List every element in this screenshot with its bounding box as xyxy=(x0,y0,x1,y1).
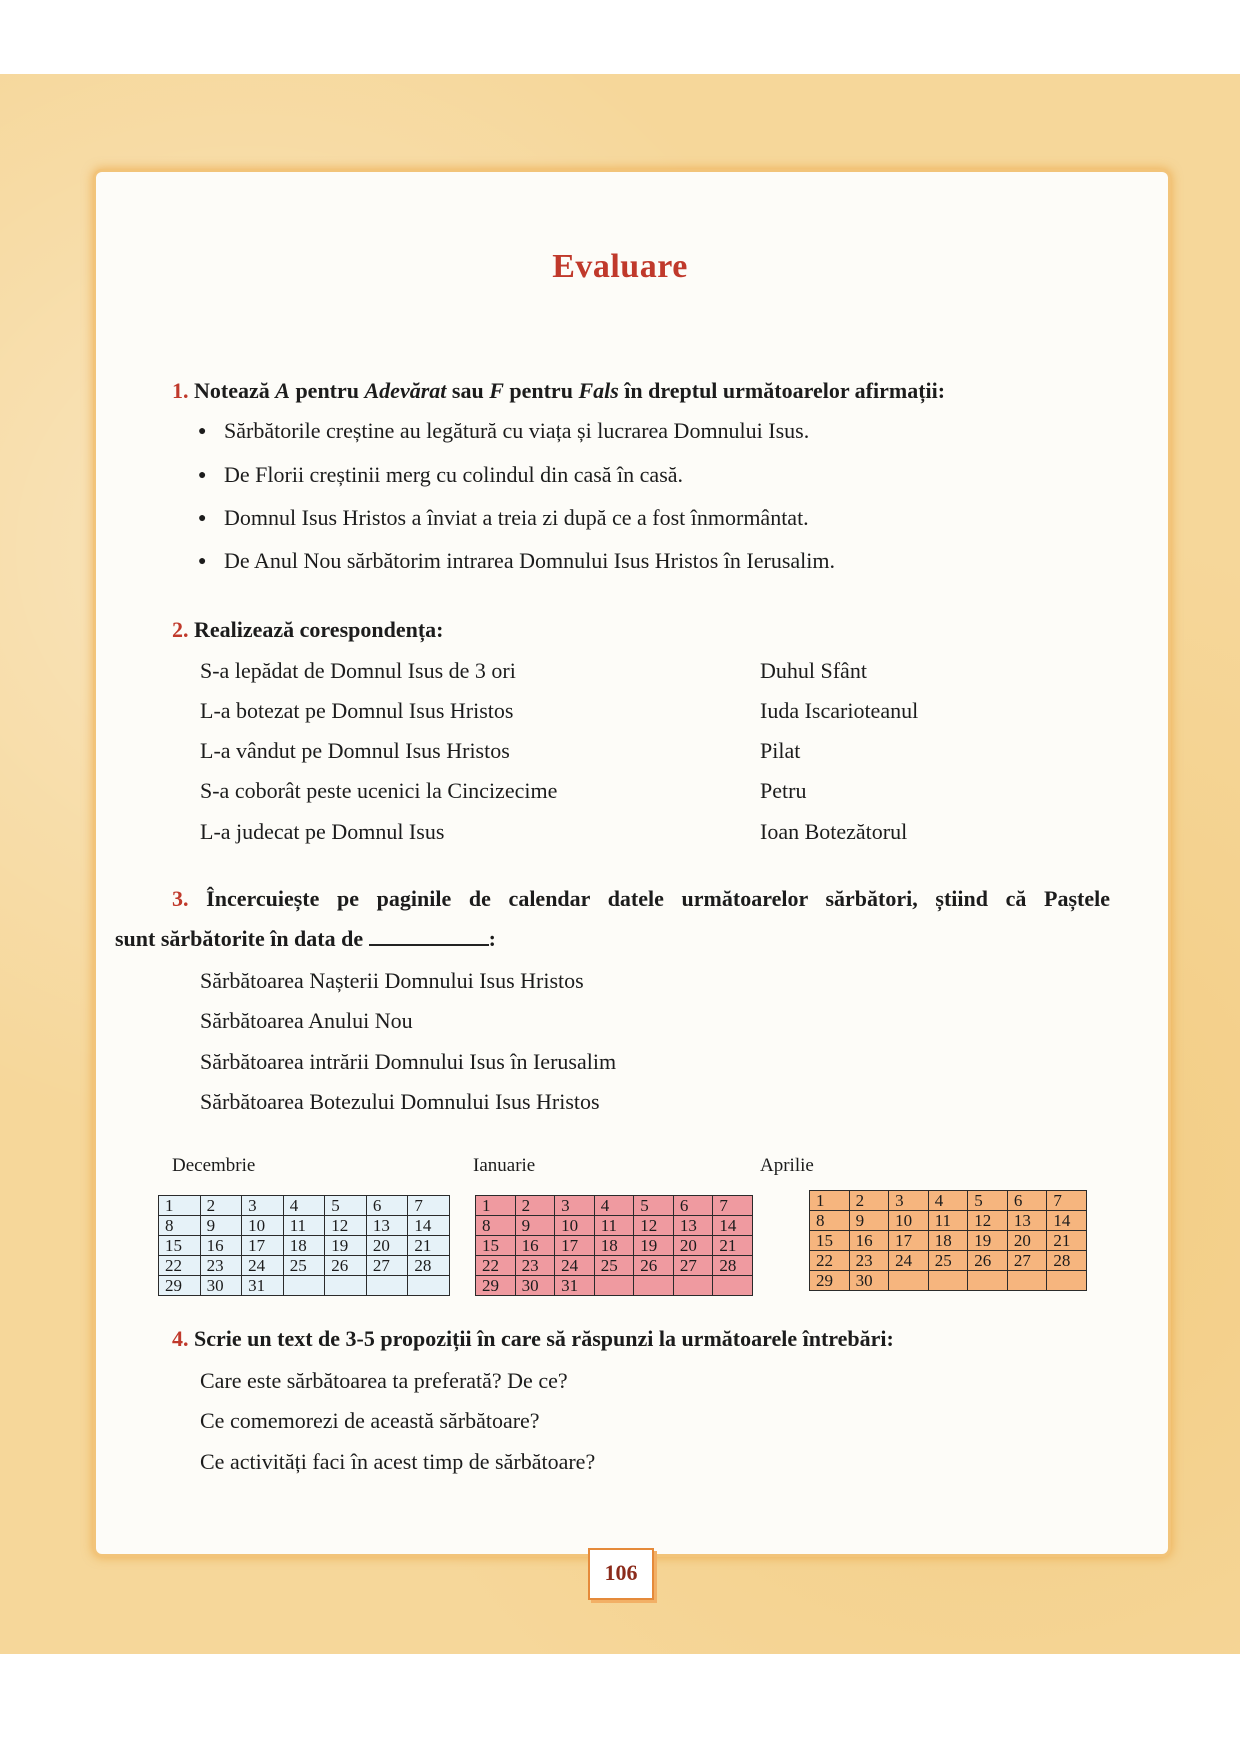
calendar-day-cell[interactable]: 30 xyxy=(849,1271,889,1291)
calendar-day-cell[interactable]: 15 xyxy=(476,1236,516,1256)
calendar-day-cell[interactable] xyxy=(673,1276,713,1296)
calendar-day-cell[interactable]: 29 xyxy=(476,1276,516,1296)
calendar-day-cell[interactable]: 30 xyxy=(200,1276,242,1296)
question-2-text: Realizează corespondența: xyxy=(194,617,444,642)
question-3-line-1 xyxy=(172,886,1110,912)
calendar-week-row xyxy=(810,1251,1087,1271)
calendar-week-row xyxy=(810,1191,1087,1211)
calendar-day-cell[interactable]: 3 xyxy=(242,1196,284,1216)
calendar-day-cell[interactable]: 16 xyxy=(849,1231,889,1251)
calendar-day-cell[interactable]: 30 xyxy=(515,1276,555,1296)
question-1-text-g: pentru xyxy=(503,378,579,403)
calendar-day-cell[interactable]: 9 xyxy=(849,1211,889,1231)
calendar-day-cell[interactable]: 29 xyxy=(810,1271,850,1291)
calendar-label-april: Aprilie xyxy=(760,1155,814,1176)
calendar-week-row xyxy=(810,1271,1087,1291)
question-1-text-a: Notează xyxy=(194,378,276,403)
calendar-day-cell[interactable]: 4 xyxy=(928,1191,968,1211)
question-4 xyxy=(172,1326,894,1352)
question-3-colon: : xyxy=(488,926,496,951)
question-3-text-cont: sunt sărbătorite în data de xyxy=(115,926,364,951)
calendar-day-cell[interactable]: 23 xyxy=(849,1251,889,1271)
calendar-day-cell[interactable]: 14 xyxy=(408,1216,450,1236)
calendar-day-cell[interactable]: 27 xyxy=(1007,1251,1047,1271)
calendar-day-cell[interactable]: 7 xyxy=(1047,1191,1087,1211)
calendar-day-cell[interactable]: 28 xyxy=(1047,1251,1087,1271)
calendar-day-cell[interactable]: 8 xyxy=(476,1216,516,1236)
question-2-number: 2. xyxy=(172,617,189,642)
prompt-question: Ce activități faci în acest timp de sărbătoare? xyxy=(200,1449,596,1474)
statement-item: ● De Anul Nou sărbătorim intrarea Domnului Isus Hristos în Ierusalim. xyxy=(224,548,835,574)
calendar-day-cell[interactable]: 21 xyxy=(1047,1231,1087,1251)
calendar-day-cell[interactable]: 18 xyxy=(283,1236,325,1256)
calendar-day-cell[interactable]: 2 xyxy=(849,1191,889,1211)
question-4-text: Scrie un text de 3-5 propoziții în care să răspunzi la următoarele întrebări: xyxy=(194,1326,894,1351)
holiday-item: Sărbătoarea intrării Domnului Isus în Ierusalim xyxy=(200,1049,617,1074)
calendar-day-cell[interactable]: 31 xyxy=(555,1276,595,1296)
question-3-text: Încercuiește pe paginile de calendar datele următoarelor sărbători, știind că Paștele xyxy=(206,886,1110,911)
calendar-day-cell[interactable]: 17 xyxy=(242,1236,284,1256)
calendar-day-cell[interactable]: 26 xyxy=(968,1251,1008,1271)
calendar-day-cell[interactable] xyxy=(408,1276,450,1296)
calendar-day-cell[interactable]: 10 xyxy=(242,1216,284,1236)
question-2 xyxy=(172,617,444,643)
calendar-day-cell[interactable]: 17 xyxy=(889,1231,929,1251)
question-3-number: 3. xyxy=(172,886,189,911)
question-1-text-h: Fals xyxy=(578,378,619,403)
calendar-day-cell[interactable]: 22 xyxy=(810,1251,850,1271)
calendar-day-cell[interactable]: 19 xyxy=(968,1231,1008,1251)
holiday-item: Sărbătoarea Anului Nou xyxy=(200,1008,413,1033)
calendar-day-cell[interactable]: 12 xyxy=(325,1216,367,1236)
calendar-day-cell[interactable]: 28 xyxy=(408,1256,450,1276)
calendar-day-cell[interactable]: 23 xyxy=(515,1256,555,1276)
calendar-day-cell[interactable]: 21 xyxy=(408,1236,450,1256)
calendar-day-cell[interactable]: 13 xyxy=(366,1216,408,1236)
calendar-day-cell[interactable]: 26 xyxy=(634,1256,674,1276)
question-1-text-c: pentru xyxy=(289,378,365,403)
question-1 xyxy=(172,378,945,404)
calendar-week-row xyxy=(476,1256,753,1276)
prompt-question: Ce comemorezi de această sărbătoare? xyxy=(200,1408,540,1433)
calendar-day-cell[interactable]: 4 xyxy=(594,1196,634,1216)
calendar-day-cell[interactable]: 11 xyxy=(594,1216,634,1236)
calendar-day-cell[interactable]: 18 xyxy=(928,1231,968,1251)
calendar-day-cell[interactable]: 2 xyxy=(515,1196,555,1216)
calendar-day-cell[interactable]: 5 xyxy=(968,1191,1008,1211)
calendar-week-row xyxy=(159,1236,450,1256)
calendar-day-cell[interactable]: 31 xyxy=(242,1276,284,1296)
calendar-day-cell[interactable]: 6 xyxy=(366,1196,408,1216)
calendar-day-cell[interactable] xyxy=(366,1276,408,1296)
match-left-item: S-a lepădat de Domnul Isus de 3 ori xyxy=(200,658,516,683)
calendar-day-cell[interactable]: 15 xyxy=(810,1231,850,1251)
calendar-day-cell[interactable]: 29 xyxy=(159,1276,201,1296)
calendar-day-cell[interactable]: 3 xyxy=(889,1191,929,1211)
question-1-text-b: A xyxy=(275,378,290,403)
calendar-day-cell[interactable]: 17 xyxy=(555,1236,595,1256)
calendar-day-cell[interactable]: 2 xyxy=(200,1196,242,1216)
match-left-item: L-a judecat pe Domnul Isus xyxy=(200,819,445,844)
calendar-label-january: Ianuarie xyxy=(473,1155,536,1176)
statement-item: ● Sărbătorile creștine au legătură cu viața și lucrarea Domnului Isus. xyxy=(224,418,809,444)
question-4-number: 4. xyxy=(172,1326,189,1351)
calendar-day-cell[interactable]: 7 xyxy=(408,1196,450,1216)
calendar-day-cell[interactable]: 25 xyxy=(928,1251,968,1271)
calendar-day-cell[interactable] xyxy=(928,1271,968,1291)
calendar-day-cell[interactable]: 9 xyxy=(200,1216,242,1236)
calendar-day-cell[interactable]: 4 xyxy=(283,1196,325,1216)
calendar-day-cell[interactable]: 20 xyxy=(1007,1231,1047,1251)
calendar-week-row xyxy=(810,1231,1087,1251)
calendar-day-cell[interactable]: 16 xyxy=(200,1236,242,1256)
calendar-day-cell[interactable]: 10 xyxy=(889,1211,929,1231)
calendar-day-cell[interactable]: 25 xyxy=(594,1256,634,1276)
match-right-item: Iuda Iscarioteanul xyxy=(760,698,919,723)
calendar-day-cell[interactable]: 10 xyxy=(555,1216,595,1236)
calendar-day-cell[interactable]: 7 xyxy=(713,1196,753,1216)
calendar-day-cell[interactable]: 11 xyxy=(928,1211,968,1231)
calendar-day-cell[interactable]: 1 xyxy=(159,1196,201,1216)
statement-item: ● Domnul Isus Hristos a înviat a treia zi după ce a fost înmormântat. xyxy=(224,505,809,531)
calendar-day-cell[interactable]: 1 xyxy=(476,1196,516,1216)
calendar-day-cell[interactable] xyxy=(968,1271,1008,1291)
calendar-day-cell[interactable]: 22 xyxy=(159,1256,201,1276)
calendar-week-row xyxy=(159,1196,450,1216)
calendar-day-cell[interactable]: 14 xyxy=(713,1216,753,1236)
calendar-day-cell[interactable]: 20 xyxy=(366,1236,408,1256)
calendar-day-cell[interactable]: 8 xyxy=(810,1211,850,1231)
statement-item: ● De Florii creștinii merg cu colindul din casă în casă. xyxy=(224,462,683,488)
calendar-day-cell[interactable]: 27 xyxy=(673,1256,713,1276)
calendar-day-cell[interactable]: 5 xyxy=(325,1196,367,1216)
holiday-item: Sărbătoarea Botezului Domnului Isus Hristos xyxy=(200,1089,600,1114)
calendar-day-cell[interactable]: 13 xyxy=(1007,1211,1047,1231)
calendar-label-december: Decembrie xyxy=(172,1155,256,1176)
match-right-item: Duhul Sfânt xyxy=(760,658,867,683)
calendar-day-cell[interactable]: 12 xyxy=(968,1211,1008,1231)
calendar-week-row xyxy=(159,1256,450,1276)
calendar-day-cell[interactable]: 26 xyxy=(325,1256,367,1276)
match-right-item: Petru xyxy=(760,778,807,803)
calendar-day-cell[interactable] xyxy=(634,1276,674,1296)
calendar-day-cell[interactable]: 6 xyxy=(673,1196,713,1216)
calendar-day-cell[interactable]: 18 xyxy=(594,1236,634,1256)
calendar-week-row xyxy=(476,1276,753,1296)
calendar-day-cell[interactable]: 24 xyxy=(555,1256,595,1276)
question-1-text-e: sau xyxy=(446,378,490,403)
calendar-day-cell[interactable]: 27 xyxy=(366,1256,408,1276)
calendar-day-cell[interactable]: 22 xyxy=(476,1256,516,1276)
question-3-line-2 xyxy=(115,926,496,952)
calendar-day-cell[interactable]: 6 xyxy=(1007,1191,1047,1211)
calendar-week-row xyxy=(476,1236,753,1256)
prompt-question: Care este sărbătoarea ta preferată? De ce? xyxy=(200,1368,568,1393)
calendar-day-cell[interactable]: 11 xyxy=(283,1216,325,1236)
calendar-day-cell[interactable] xyxy=(1007,1271,1047,1291)
calendar-week-row xyxy=(159,1276,450,1296)
calendar-day-cell[interactable] xyxy=(283,1276,325,1296)
calendar-day-cell[interactable] xyxy=(1047,1271,1087,1291)
calendar-day-cell[interactable]: 16 xyxy=(515,1236,555,1256)
calendar-day-cell[interactable]: 23 xyxy=(200,1256,242,1276)
calendar-day-cell[interactable] xyxy=(889,1271,929,1291)
calendar-day-cell[interactable]: 1 xyxy=(810,1191,850,1211)
calendar-april xyxy=(809,1190,1087,1291)
calendar-day-cell[interactable]: 28 xyxy=(713,1256,753,1276)
question-1-number: 1. xyxy=(172,378,189,403)
calendar-day-cell[interactable] xyxy=(594,1276,634,1296)
calendar-day-cell[interactable]: 8 xyxy=(159,1216,201,1236)
calendar-day-cell[interactable]: 3 xyxy=(555,1196,595,1216)
calendar-december xyxy=(158,1195,450,1296)
calendar-day-cell[interactable]: 20 xyxy=(673,1236,713,1256)
calendar-week-row xyxy=(810,1211,1087,1231)
calendar-day-cell[interactable]: 21 xyxy=(713,1236,753,1256)
match-right-item: Ioan Botezătorul xyxy=(760,819,908,844)
match-left-item: S-a coborât peste ucenici la Cincizecime xyxy=(200,778,558,803)
calendar-day-cell[interactable]: 19 xyxy=(634,1236,674,1256)
calendar-day-cell[interactable]: 13 xyxy=(673,1216,713,1236)
calendar-january xyxy=(475,1195,753,1296)
calendar-day-cell[interactable]: 15 xyxy=(159,1236,201,1256)
calendar-day-cell[interactable]: 19 xyxy=(325,1236,367,1256)
match-right-item: Pilat xyxy=(760,738,801,763)
calendar-day-cell[interactable]: 5 xyxy=(634,1196,674,1216)
question-1-text-i: în dreptul următoarelor afirmații: xyxy=(618,378,946,403)
calendar-week-row xyxy=(476,1196,753,1216)
page-number: 106 xyxy=(588,1548,654,1600)
date-blank-line[interactable] xyxy=(369,926,489,946)
calendar-week-row xyxy=(159,1216,450,1236)
calendar-day-cell[interactable] xyxy=(325,1276,367,1296)
match-left-item: L-a vândut pe Domnul Isus Hristos xyxy=(200,738,510,763)
calendar-week-row xyxy=(476,1216,753,1236)
calendar-day-cell[interactable] xyxy=(713,1276,753,1296)
question-1-text-d: Adevărat xyxy=(364,378,447,403)
holiday-item: Sărbătoarea Nașterii Domnului Isus Hristos xyxy=(200,968,584,993)
calendar-day-cell[interactable]: 24 xyxy=(242,1256,284,1276)
calendar-day-cell[interactable]: 9 xyxy=(515,1216,555,1236)
calendar-day-cell[interactable]: 12 xyxy=(634,1216,674,1236)
calendar-day-cell[interactable]: 14 xyxy=(1047,1211,1087,1231)
calendar-day-cell[interactable]: 25 xyxy=(283,1256,325,1276)
page-title: Evaluare xyxy=(552,248,688,285)
match-left-item: L-a botezat pe Domnul Isus Hristos xyxy=(200,698,514,723)
calendar-day-cell[interactable]: 24 xyxy=(889,1251,929,1271)
question-1-text-f: F xyxy=(489,378,504,403)
